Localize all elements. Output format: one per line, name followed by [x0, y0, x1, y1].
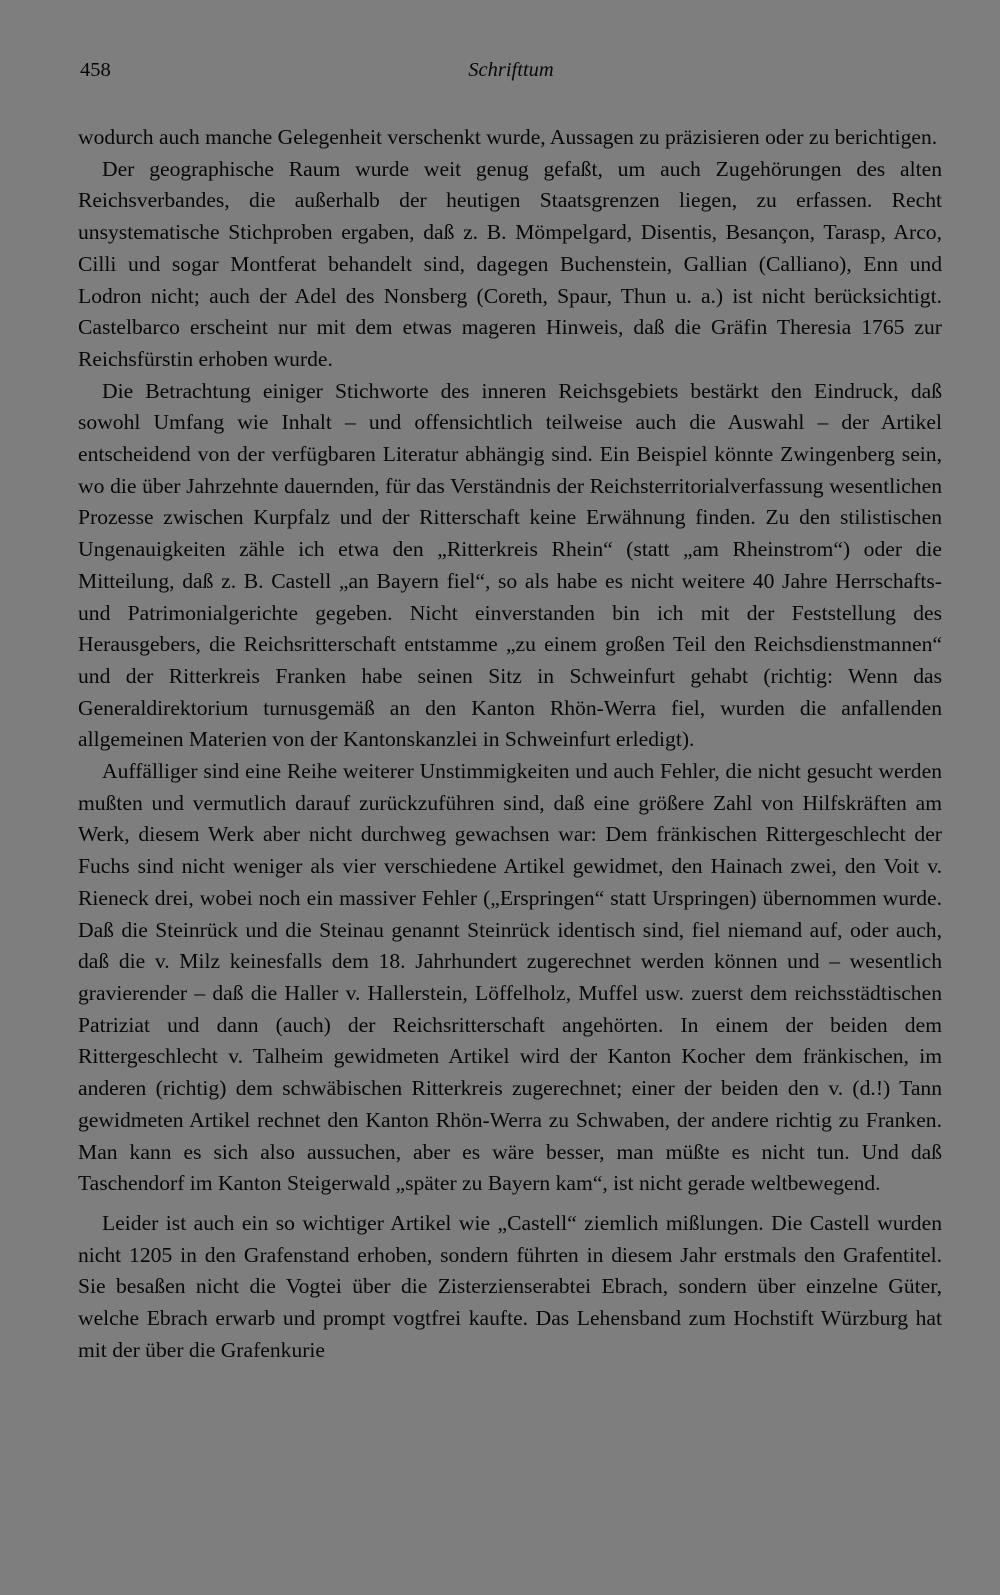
paragraph-continued: wodurch auch manche Gelegenheit verschenkt wurde, Aussagen zu präzisieren oder zu berichtigen. [78, 125, 938, 149]
running-head [80, 54, 942, 86]
running-title: Schrifttum [468, 59, 554, 81]
page-number: 458 [80, 59, 111, 81]
paragraph-geographic-scope: Der geographische Raum wurde weit genug gefaßt, um auch Zugehörungen des alten Reichsverbandes, die außerhalb der heutigen Staatsgrenzen liegen, zu erfassen. Recht unsystematische Stichproben ergaben, daß z. B. Mömpelgard, Disentis, Besançon, Tarasp, Arco, Cilli und sogar Montferat behandelt sind, dagegen Buchenstein, Gallian (Calliano), Enn und Lodron nicht; auch der Adel des Nonsberg (Coreth, Spaur, Thun u. a.) ist nicht berücksichtigt. Castelbarco erscheint nur mit dem etwas mageren Hinweis, daß die Gräfin Theresia 1765 zur Reichsfürstin erhoben wurde. [78, 156, 942, 371]
body-text [78, 122, 942, 1366]
paragraph-inner-territory: Die Betrachtung einiger Stichworte des inneren Reichsgebiets bestärkt den Eindruck, daß sowohl Umfang wie Inhalt – und offensichtlich teilweise auch die Auswahl – der Artikel entscheidend von der verfügbaren Literatur abhängig sind. Ein Beispiel könnte Zwingenberg sein, wo die über Jahrzehnte dauernden, für das Verständnis der Reichsterritorialverfassung wesentlichen Prozesse zwischen Kurpfalz und der Ritterschaft keine Erwähnung finden. Zu den stilistischen Ungenauigkeiten zähle ich etwa den „Ritterkreis Rhein“ (statt „am Rheinstrom“) oder die Mitteilung, daß z. B. Castell „an Bayern fiel“, so als habe es nicht weitere 40 Jahre Herrschafts- und Patrimonialgerichte gegeben. Nicht einverstanden bin ich mit der Feststellung des Herausgebers, die Reichsritterschaft entstamme „zu einem großen Teil den Reichsdienstmannen“ und der Ritterkreis Franken habe seinen Sitz in Schweinfurt gehabt (richtig: Wenn das Generaldirektorium turnusgemäß an den Kanton Rhön-Werra fiel, wurden die anfallenden allgemeinen Materien von der Kantonskanzlei in Schweinfurt erledigt). [78, 378, 942, 752]
paragraph-inconsistencies: Auffälliger sind eine Reihe weiterer Unstimmigkeiten und auch Fehler, die nicht gesucht werden mußten und vermutlich darauf zurückzuführen sind, daß eine größere Zahl von Hilfskräften am Werk, diesem Werk aber nicht durchweg gewachsen war: Dem fränkischen Rittergeschlecht der Fuchs sind nicht weniger als vier verschiedene Artikel gewidmet, den Hainach zwei, den Voit v. Rieneck drei, wobei noch ein massiver Fehler („Erspringen“ statt Urspringen) übernommen wurde. Daß die Steinrück und die Steinau genannt Steinrück identisch sind, fiel niemand auf, oder auch, daß die v. Milz keinesfalls dem 18. Jahrhundert zugerechnet werden können und – wesentlich gravierender – daß die Haller v. Hallerstein, Löffelholz, Muffel usw. zuerst dem reichsstädtischen Patriziat und dann (auch) der Reichsritterschaft angehörten. In einem der beiden dem Rittergeschlecht v. Talheim gewidmeten Artikel wird der Kanton Kocher dem fränkischen, im anderen (richtig) dem schwäbischen Ritterkreis zugerechnet; einer der beiden den v. (d.!) Tann gewidmeten Artikel rechnet den Kanton Rhön-Werra zu Schwaben, der andere richtig zu Franken. Man kann es sich also aussuchen, aber es wäre besser, man müßte es nicht tun. Und daß Taschendorf im Kanton Steigerwald „später zu Bayern kam“, ist nicht gerade weltbewegend. [78, 759, 942, 1196]
paragraph-castell-article: Leider ist auch ein so wichtiger Artikel wie „Castell“ ziemlich mißlungen. Die Castell wurden nicht 1205 in den Grafenstand erhoben, sondern führten in diesem Jahr erstmals den Grafentitel. Sie besaßen nicht die Vogtei über die Zisterzienserabtei Ebrach, sondern über einzelne Güter, welche Ebrach erwarb und prompt vogtfrei kaufte. Das Lehensband zum Hochstift Würzburg hat mit der über die Grafenkurie [78, 1210, 942, 1362]
